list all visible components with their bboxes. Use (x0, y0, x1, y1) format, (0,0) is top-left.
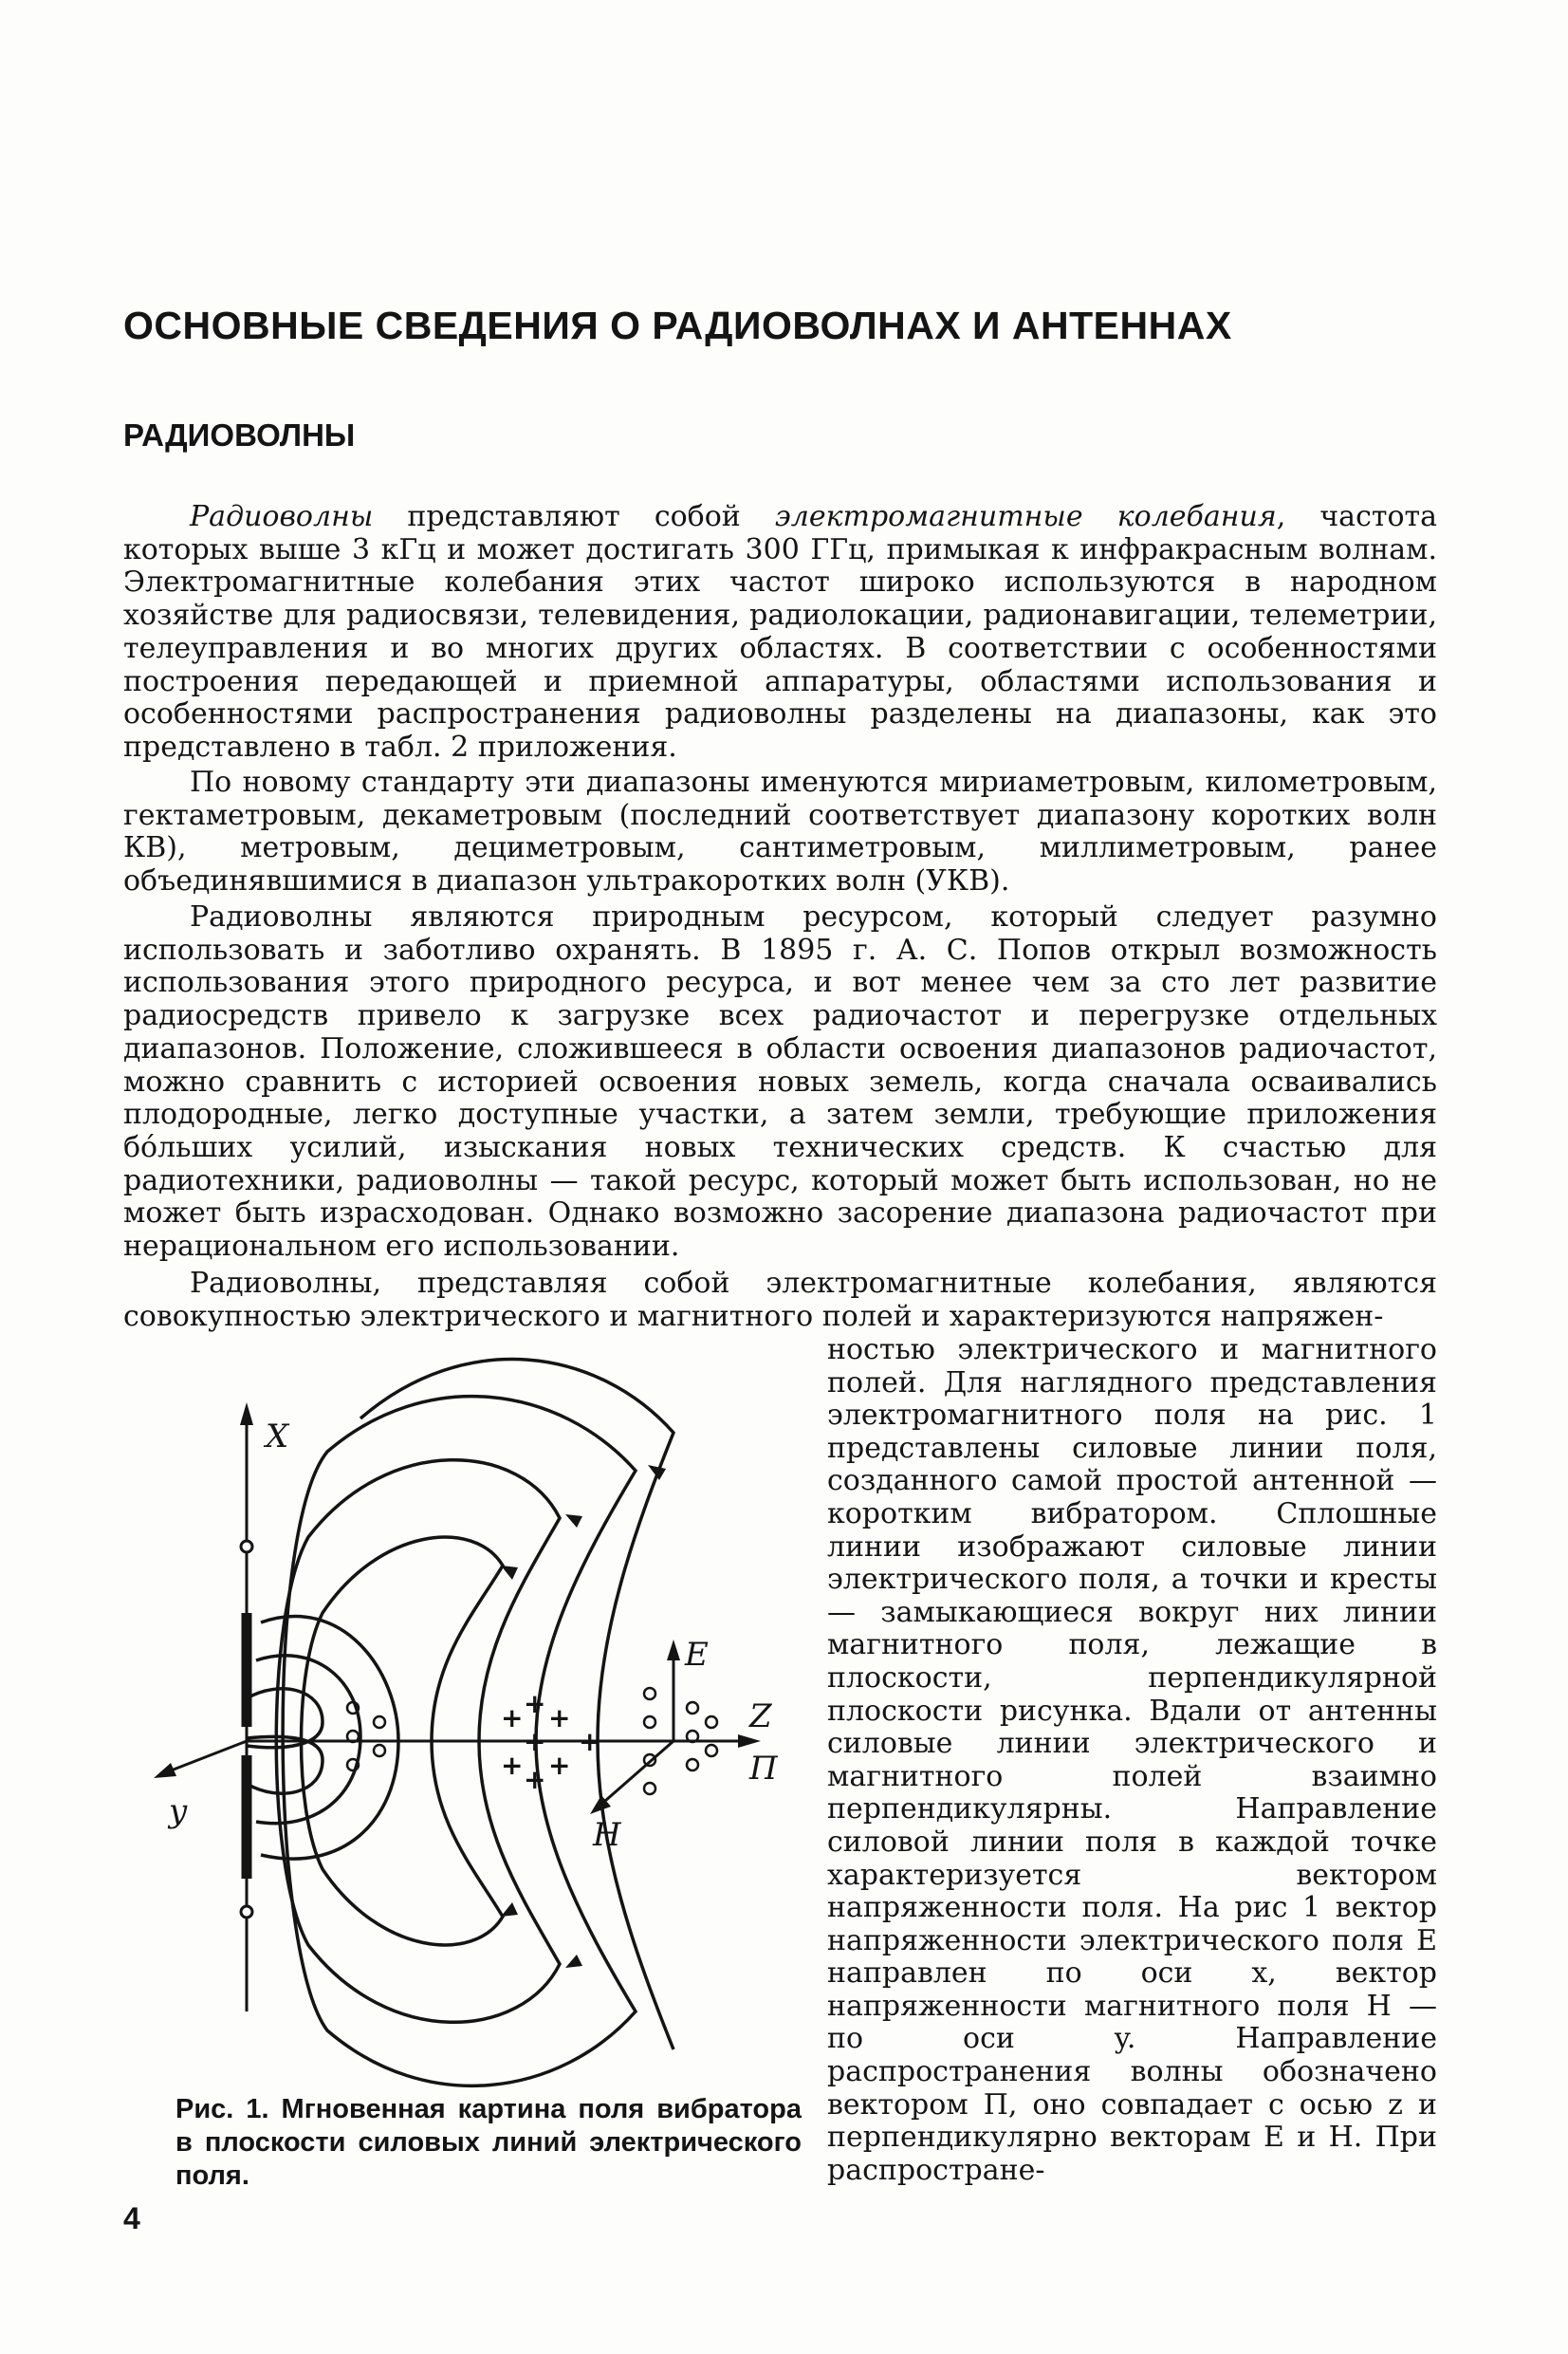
cross-marker: + (524, 1688, 546, 1719)
z-axis-arrow-icon (738, 1734, 761, 1748)
field-arrow-icon-5 (565, 1955, 582, 1968)
figure-caption: Рис. 1. Мгновенная картина поля вибратора в плоскости силовых линий электрического поля. (175, 2094, 802, 2191)
vibrator-field-figure (104, 1328, 806, 2106)
page-number: 4 (123, 2201, 140, 2235)
marker-circle-top (241, 1541, 252, 1552)
x-axis-arrow-icon (240, 1402, 253, 1425)
label-p: П (749, 1750, 778, 1788)
field-line-3 (256, 1656, 360, 1824)
paragraph-1 (123, 501, 1437, 765)
dot-marker (374, 1745, 385, 1756)
paragraph-1-part-2: , частота которых выше 3 кГц и может достигать 300 ГГц, примыкая к инфракрасным волнам. Электромагнитные колебания этих частот широко используются в народном хозяйстве для радиосвязи, телевидения, радиолокации, радионавигации, телеметрии, телеуправления и во многих других областях. В соответствии с особенностями построения передающей и приемной аппаратуры, областями использования и особенностями распространения радиоволны разделены на диапазоны, как это представлено в табл. 2 приложения. (123, 500, 1438, 764)
field-arrow-icon-4 (501, 1902, 518, 1917)
y-axis (161, 1741, 247, 1774)
paragraph-4-continued: ностью электрического и магнитного полей. Для наглядного представления электромагнитного поля на рис. 1 представлены силовые линии поля, созданного самой простой антенной — коротким вибратором. Сплошные линии изображают силовые линии электрического поля, а точки и кресты — замыкающиеся вокруг них линии магнитного поля, лежащие в плоскости, перпендикулярной плоскости рисунка. Вдали от антенны силовые линии электрического и магнитного полей взаимно перпендикулярны. Направление силовой линии поля в каждой точке характеризуется вектором напряженности поля. На рис 1 вектор напряженности электрического поля E направлен по оси x, вектор напряженности магнитного поля H — по оси y. Направление распространения волны обозначено вектором П, оно совпадает с осью z и перпендикулярно векторам E и H. При распростране- (827, 1333, 1437, 2187)
dot-marker (644, 1783, 655, 1794)
paragraph-2: По новому стандарту эти диапазоны именуются мириаметровым, километровым, гектаметровым, декаметровым (последний соответствует диапазону коротких волн КВ), метровым, дециметровым, сантиметровым, миллиметровым, ранее объединявшимися в диапазон ультракоротких волн (УКВ). (123, 766, 1437, 899)
e-vector-arrow-icon (667, 1640, 680, 1660)
dot-marker (687, 1759, 698, 1770)
label-h: H (593, 1816, 621, 1854)
label-axis-z: Z (749, 1697, 772, 1735)
cross-marker: + (524, 1764, 546, 1795)
h-vector (598, 1741, 673, 1807)
paragraph-3: Радиоволны являются природным ресурсом, который следует разумно использовать и заботливо охранять. В 1895 г. А. С. Попов открыл возможность использования этого природного ресурса, и вот менее чем за сто лет развитие радиосредств привело к загрузке всех радиочастот и перегрузке отдельных диапазонов. Положение, сложившееся в области освоения диапазонов радиочастот, можно сравнить с историей освоения новых земель, когда сначала осваивались плодородные, легко доступные участки, а затем земли, требующие приложения бóльших усилий, изыскания новых технических средств. К счастью для радиотехники, радиоволны — такой ресурс, который может быть использован, но не может быть израсходован. Однако возможно засорение диапазона радиочастот при нерациональном его использовании. (123, 900, 1437, 1264)
cross-marker: + (548, 1750, 571, 1781)
field-arrow-icon-1 (501, 1566, 518, 1580)
cross-marker: + (501, 1702, 524, 1733)
label-axis-x: X (266, 1418, 289, 1455)
term-em-oscillations: электромагнитные колебания (774, 500, 1277, 533)
term-radiowaves: Радиоволны (190, 500, 374, 533)
paragraph-4: Радиоволны, представляя собой электромагнитные колебания, являются совокупностью электрического и магнитного полей и характеризуются напряжен- (123, 1267, 1437, 1333)
cross-marker: + (548, 1702, 571, 1733)
dot-marker (687, 1702, 698, 1714)
dot-marker (644, 1716, 655, 1728)
field-arrow-icon-2 (565, 1514, 582, 1528)
cross-marker: + (579, 1726, 601, 1757)
label-axis-y: y (169, 1792, 188, 1830)
cross-marker: + (501, 1750, 524, 1781)
label-e: E (685, 1636, 709, 1674)
y-axis-arrow-icon (154, 1763, 176, 1778)
dot-marker (706, 1745, 717, 1756)
cross-marker: + (524, 1726, 546, 1757)
dot-marker (374, 1716, 385, 1728)
marker-circle-bottom (241, 1906, 252, 1918)
dot-marker (706, 1716, 717, 1728)
paragraph-1-part-1: представляют собой (373, 500, 775, 533)
dot-marker (644, 1688, 655, 1699)
section-heading: РАДИОВОЛНЫ (123, 417, 356, 453)
page-title: ОСНОВНЫЕ СВЕДЕНИЯ О РАДИОВОЛНАХ И АНТЕННАХ (123, 304, 1232, 347)
